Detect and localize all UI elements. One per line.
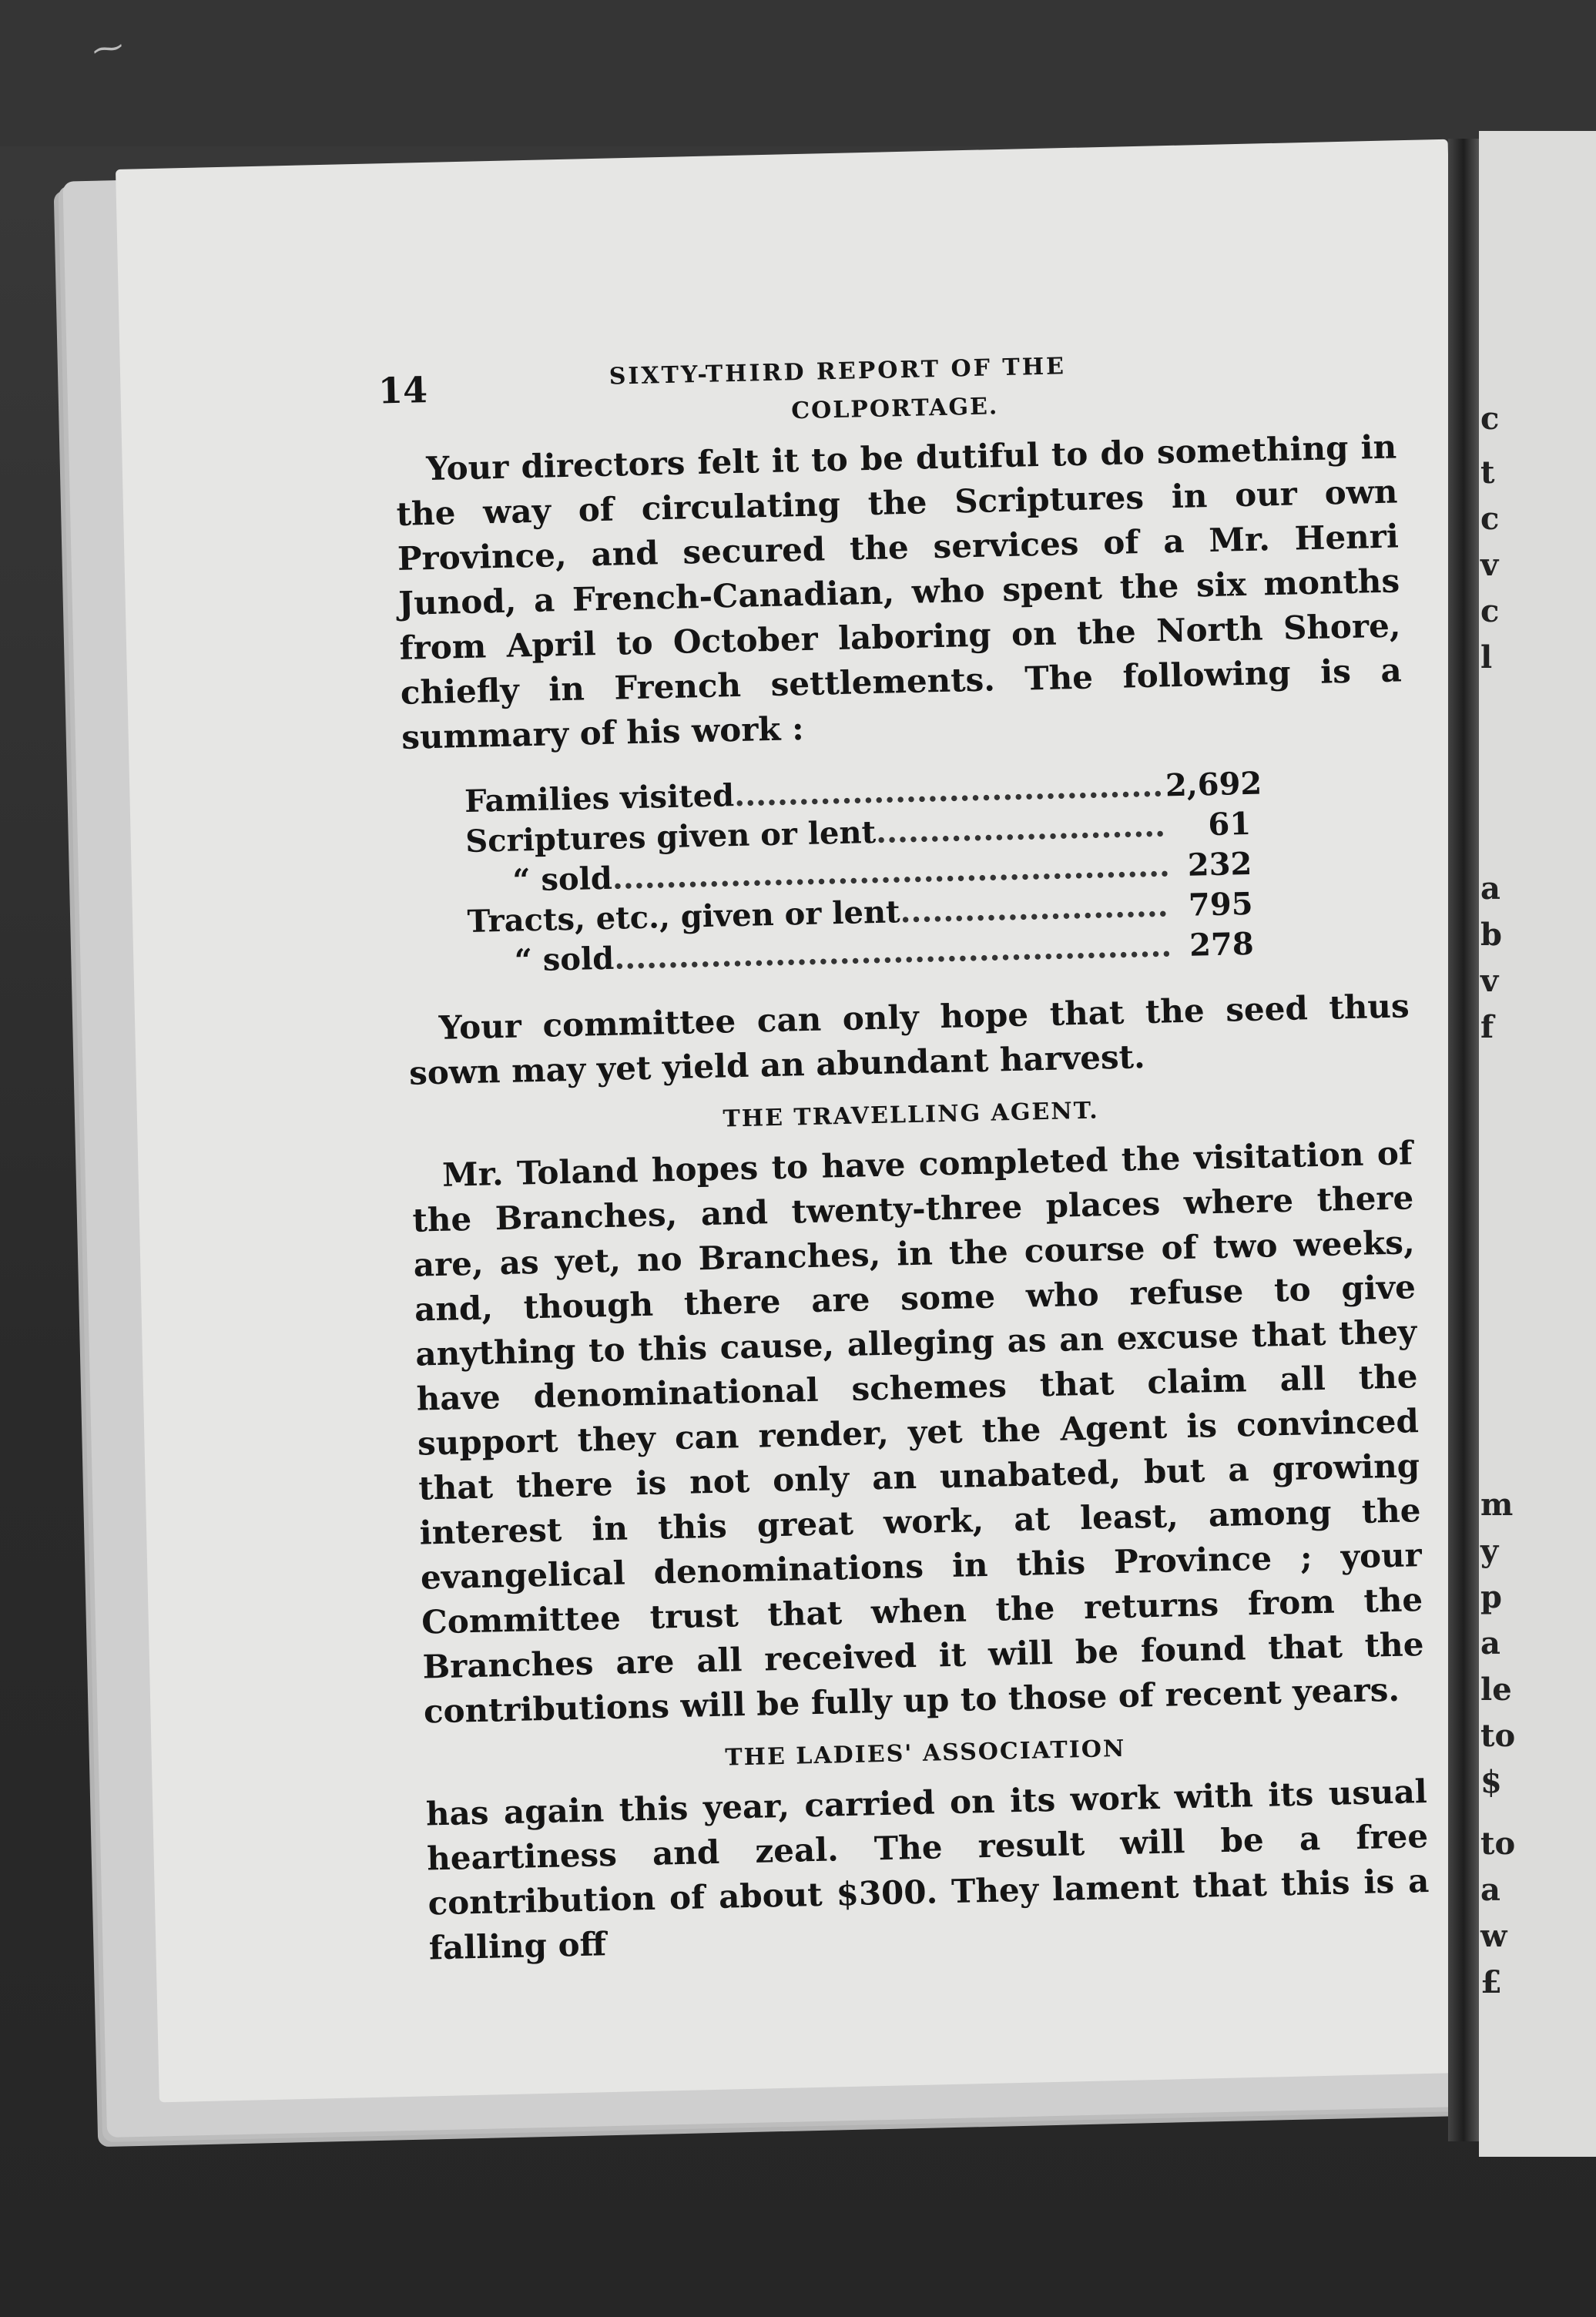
pencil-mark-icon: ⁓: [89, 28, 126, 69]
adjacent-fragment: c: [1480, 401, 1500, 437]
summary-value: 278: [1189, 925, 1255, 964]
adjacent-fragment: m: [1480, 1487, 1514, 1523]
summary-value: 61: [1207, 805, 1252, 843]
adjacent-fragment: £: [1480, 1964, 1502, 2000]
adjacent-fragment: l: [1480, 639, 1493, 676]
section-heading-ladies-association: THE LADIES' ASSOCIATION: [724, 1735, 1126, 1772]
adjacent-fragment: to: [1480, 1718, 1516, 1754]
running-head: SIXTY-THIRD REPORT OF THE: [609, 353, 1067, 391]
leader-dots: [900, 886, 1168, 932]
adjacent-fragment: t: [1480, 454, 1495, 491]
page-text: [377, 332, 1430, 1971]
ladies-association-body: has again this year, carried on its work with its usual heartiness and zeal. The result will be a free contribution of about $300. They lament that this is a falling off: [425, 1772, 1430, 1967]
summary-value: 795: [1188, 885, 1254, 924]
scan-top-edge: [0, 0, 1596, 146]
colportage-closing: Your committee can only hope that the seed thus sown may yet yield an abundant harvest.: [408, 987, 1410, 1092]
summary-label: Scriptures given or lent: [464, 813, 877, 860]
summary-label: “ sold: [512, 860, 613, 899]
adjacent-fragment: $: [1480, 1764, 1502, 1800]
summary-label: “ sold: [514, 940, 615, 979]
colportage-intro: Your directors felt it to be dutiful to do something in the way of circulating the Scriptures in our own Province, and secured the services of a Mr. Henri Junod, a French-Canadian, who spent the six months from April to October laboring on the North Shore, chiefly in French settlements. The following is a summary of his work :: [396, 428, 1403, 756]
adjacent-fragment: c: [1480, 501, 1500, 537]
summary-label: Families visited: [464, 777, 735, 820]
adjacent-fragment: a: [1480, 870, 1500, 907]
adjacent-fragment: a: [1480, 1625, 1500, 1661]
adjacent-fragment: p: [1480, 1579, 1502, 1615]
leader-dots: [875, 806, 1166, 853]
adjacent-fragment: v: [1480, 547, 1499, 583]
adjacent-fragment: f: [1480, 1009, 1494, 1045]
travelling-agent-body: Mr. Toland hopes to have completed the visitation of the Branches, and twenty-three places where there are, as yet, no Branches, in the course of two weeks, and, though there are some who refuse to give anything to this cause, alleging as an excuse that they have denominational schemes that claim all the support they can render, yet the Agent is convinced that there is not only an unabated, but a growing interest in this great work, at least, among the evangelical denominations in this Province ; your Committee trust that when the returns from the Branches are all received it will be found that the contributions will be fully up to those of recent years.: [411, 1134, 1424, 1731]
adjacent-fragment: w: [1480, 1918, 1507, 1954]
adjacent-fragment: c: [1480, 593, 1500, 629]
summary-value: 2,692: [1165, 765, 1262, 804]
section-heading-colportage: COLPORTAGE.: [790, 393, 999, 425]
page-number: 14: [377, 368, 428, 412]
adjacent-fragment: to: [1480, 1826, 1516, 1862]
summary-value: 232: [1187, 845, 1252, 884]
adjacent-page: [1479, 131, 1596, 2157]
adjacent-fragment: v: [1480, 963, 1499, 999]
section-heading-travelling-agent: THE TRAVELLING AGENT.: [723, 1097, 1100, 1133]
adjacent-fragment: le: [1480, 1672, 1512, 1708]
adjacent-fragment: y: [1480, 1533, 1499, 1569]
colportage-summary-table: [464, 764, 1262, 982]
summary-label: Tracts, etc., given or lent: [467, 894, 900, 940]
adjacent-fragment: b: [1480, 917, 1502, 953]
adjacent-fragment: a: [1480, 1872, 1500, 1908]
book-gutter: [1448, 139, 1479, 2141]
